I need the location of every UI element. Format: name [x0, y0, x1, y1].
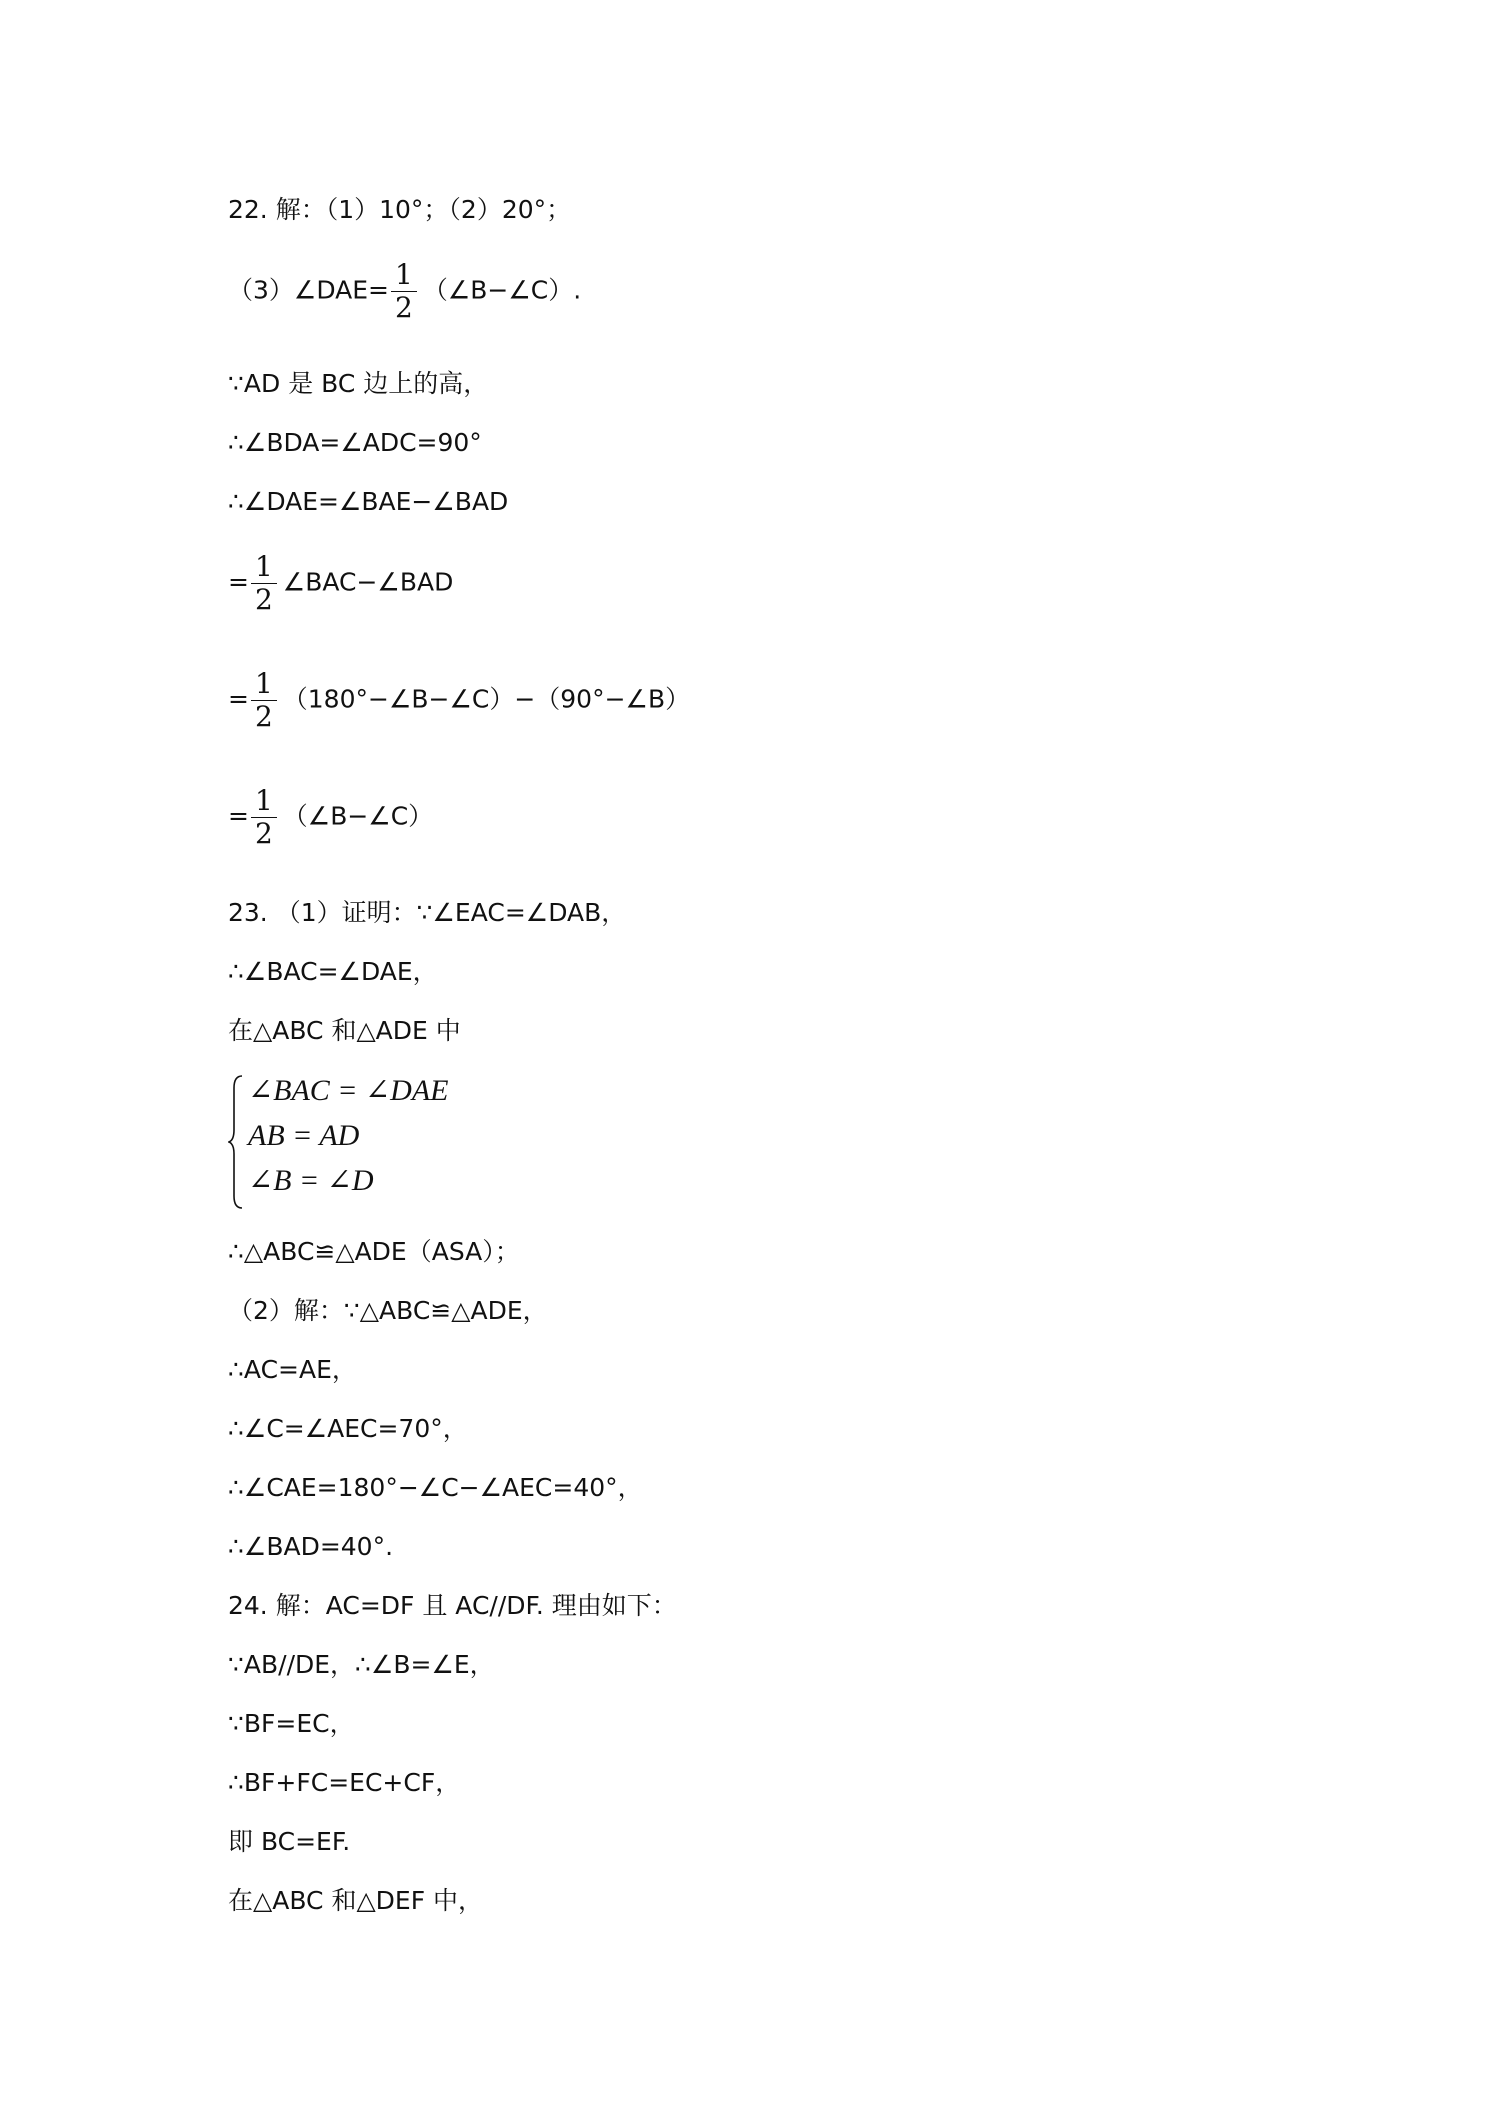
line-step-substitute — [228, 668, 690, 733]
equals-sign: = — [228, 801, 249, 831]
step-expression: （∠B−∠C） — [282, 801, 434, 831]
fraction-denominator: 2 — [394, 291, 413, 324]
line-22-answers: 22. 解：（1）10°；（2）20°； — [228, 195, 572, 224]
line-angle-bad-40: ∴∠BAD=40°. — [228, 1532, 394, 1561]
line-bac-equals-dae: ∴∠BAC=∠DAE， — [228, 957, 438, 986]
fraction-numerator: 1 — [251, 551, 277, 584]
step-expression: （180°−∠B−∠C）−（90°−∠B） — [282, 684, 691, 714]
line-sum-segments: ∴BF+FC=EC+CF， — [228, 1768, 461, 1797]
line-in-triangles: 在△ABC 和△ADE 中 — [228, 1016, 461, 1045]
line-24-answer: 24. 解：AC=DF 且 AC//DF. 理由如下： — [228, 1591, 677, 1620]
line-22-part3-suffix: （∠B−∠C）. — [422, 275, 582, 305]
equation-system — [228, 1074, 648, 1214]
line-23-part2: （2）解：∵△ABC≌△ADE， — [228, 1296, 548, 1325]
fraction-numerator: 1 — [251, 668, 277, 701]
system-row-angle-b-d: ∠B = ∠D — [248, 1164, 374, 1197]
line-angle-cae-40: ∴∠CAE=180°−∠C−∠AEC=40°， — [228, 1473, 643, 1502]
line-23-proof-start: 23. （1）证明：∵∠EAC=∠DAB， — [228, 898, 627, 927]
equals-sign: = — [228, 567, 249, 597]
fraction-denominator: 2 — [254, 583, 273, 616]
line-congruent-asa: ∴△ABC≌△ADE（ASA）； — [228, 1237, 520, 1266]
line-step-half-bac — [228, 551, 453, 616]
line-22-part3 — [228, 259, 581, 324]
line-dae-difference: ∴∠DAE=∠BAE−∠BAD — [228, 487, 509, 516]
line-because-altitude: ∵AD 是 BC 边上的高， — [228, 369, 489, 398]
equals-sign: = — [228, 684, 249, 714]
left-brace — [228, 1074, 246, 1210]
line-bc-equals-ef: 即 BC=EF. — [228, 1827, 351, 1856]
fraction-numerator: 1 — [391, 259, 417, 292]
step-expression: ∠BAC−∠BAD — [282, 567, 454, 597]
line-angle-c-70: ∴∠C=∠AEC=70°， — [228, 1414, 468, 1443]
system-row-ab-ad: AB = AD — [248, 1119, 360, 1152]
fraction-denominator: 2 — [254, 817, 273, 850]
fraction-one-half — [251, 785, 277, 850]
line-ac-equals-ae: ∴AC=AE， — [228, 1355, 357, 1384]
line-in-triangles-def: 在△ABC 和△DEF 中， — [228, 1886, 484, 1915]
system-row-angle-bac-dae: ∠BAC = ∠DAE — [248, 1074, 449, 1107]
line-ab-parallel-de: ∵AB//DE，∴∠B=∠E， — [228, 1650, 495, 1679]
line-step-result — [228, 785, 433, 850]
line-22-part3-prefix: （3）∠DAE= — [228, 275, 389, 305]
line-right-angles: ∴∠BDA=∠ADC=90° — [228, 428, 482, 457]
fraction-one-half — [251, 668, 277, 733]
fraction-one-half — [391, 259, 417, 324]
fraction-one-half — [251, 551, 277, 616]
fraction-denominator: 2 — [254, 700, 273, 733]
fraction-numerator: 1 — [251, 785, 277, 818]
line-bf-equals-ec: ∵BF=EC， — [228, 1709, 355, 1738]
